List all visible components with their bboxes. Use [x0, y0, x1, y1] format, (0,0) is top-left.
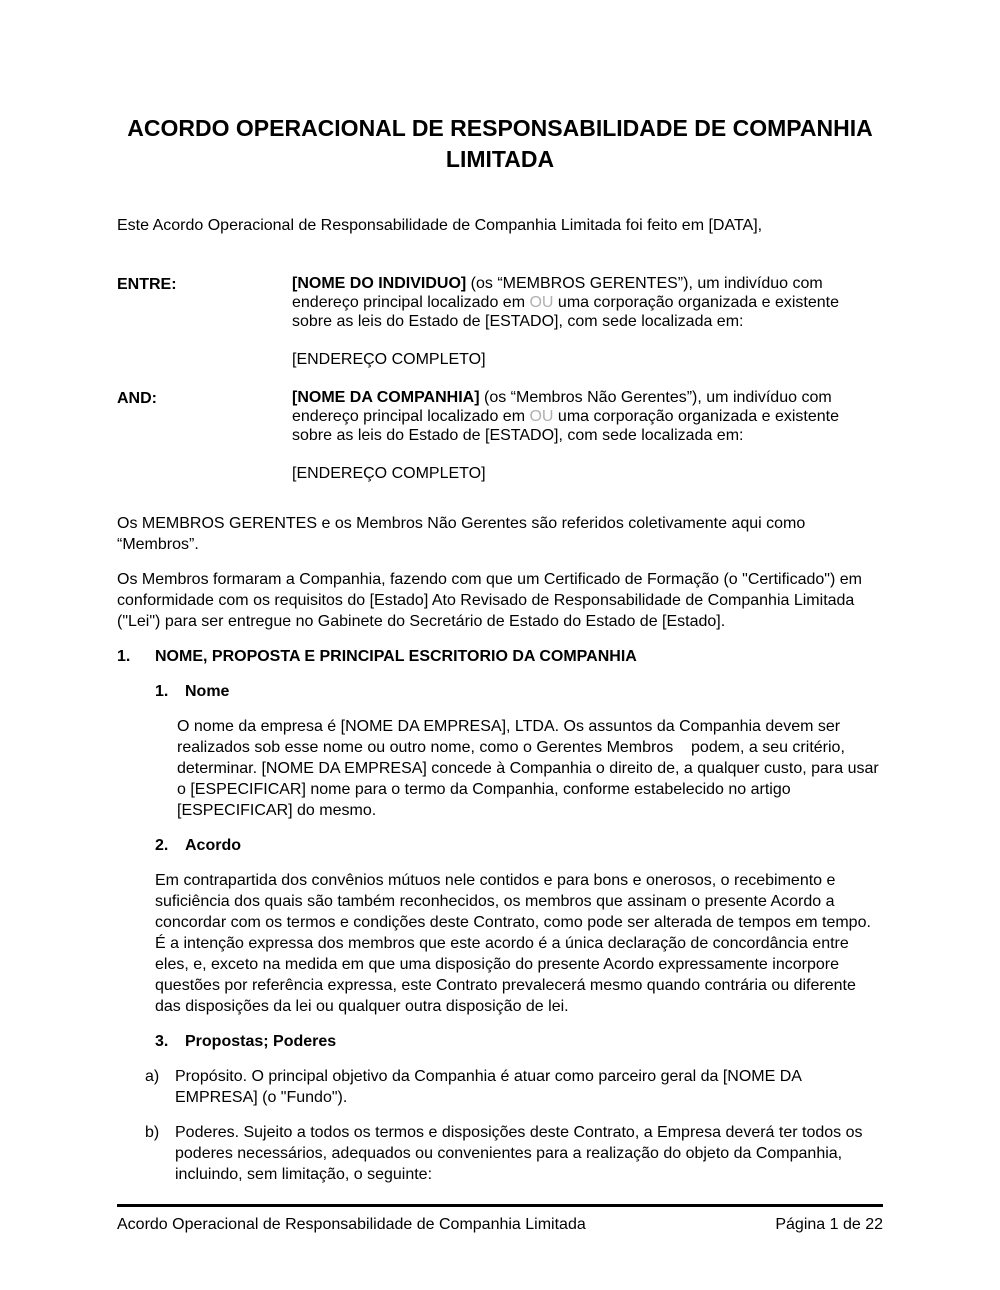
- or-connector: OU: [529, 408, 554, 425]
- subsection-acordo-heading: [155, 835, 883, 856]
- subsection-nome-title: Nome: [185, 683, 230, 700]
- list-item-b-text: Poderes. Sujeito a todos os termos e disposições deste Contrato, a Empresa deverá ter todos os poderes necessários, adequados ou convenientes para a realização do objeto da Companhia, incluindo, sem limitação, o seguinte:: [175, 1124, 863, 1183]
- party-address-placeholder: [ENDEREÇO COMPLETO]: [292, 351, 486, 368]
- party-body-and: [292, 388, 883, 483]
- party-body-entre: [292, 274, 883, 369]
- subsection-acordo-body: Em contrapartida dos convênios mútuos nele contidos e para bons e onerosos, o recebimento e suficiência dos quais são também reconhecidos, os membros que assinam o presente Acordo a concordar com os termos e condições deste Contrato, como pode ser alterada de tempos em tempo. É a intenção expressa dos membros que este acordo é a única declaração de concordância entre eles, e, exceto na medida em que uma disposição do presente Acordo expressamente incorpore questões por referência expressa, este Contrato prevalecerá mesmo quando contrária ou diferente das disposições da lei ou qualquer outra disposição de lei.: [155, 872, 871, 1015]
- subsection-nome-number: 1.: [155, 683, 169, 700]
- party-name-placeholder: [NOME DA COMPANHIA]: [292, 389, 480, 406]
- list-item-a-marker: a): [145, 1068, 160, 1085]
- party-description-text: uma corporação organizada e existente sobre as leis do Estado de [ESTADO], com sede localizada em:: [292, 294, 839, 330]
- party-address-placeholder: [ENDEREÇO COMPLETO]: [292, 465, 486, 482]
- subsection-propostas-number: 3.: [155, 1033, 169, 1050]
- page-footer: [117, 1204, 883, 1235]
- subsection-propostas-title: Propostas; Poderes: [185, 1033, 337, 1050]
- party-description-text: (os “Membros Não Gerentes”), um indivíduo com endereço principal localizado em: [292, 389, 832, 425]
- party-description: [292, 274, 883, 331]
- subsection-acordo-number: 2.: [155, 837, 169, 854]
- recital-paragraph-formation: Os Membros formaram a Companhia, fazendo com que um Certificado de Formação (o "Certificado") em conformidade com os requisitos do [Estado] Ato Revisado de Responsabilidade de Companhia Limitada ("Lei") para ser entregue no Gabinete do Secretário de Estado do Estado de [Estado].: [117, 571, 862, 630]
- list-item-a-text: Propósito. O principal objetivo da Companhia é atuar como parceiro geral da [NOME DA EMPRESA] (o "Fundo").: [175, 1068, 802, 1106]
- subsection-nome-body: O nome da empresa é [NOME DA EMPRESA], LTDA. Os assuntos da Companhia devem ser realizados sob esse nome ou outro nome, como o Gerentes Membros podem, a seu critério, determinar. [NOME DA EMPRESA] concede à Companhia o direito de, a qualquer custo, para usar o [ESPECIFICAR] nome para o termo da Companhia, conforme estabelecido no artigo [ESPECIFICAR] do mesmo.: [177, 718, 879, 819]
- parties-section: [117, 274, 883, 483]
- section-1-number: 1.: [117, 648, 131, 665]
- list-item-b-marker: b): [145, 1124, 160, 1141]
- party-label-and: AND:: [117, 390, 157, 407]
- footer-divider: [117, 1204, 883, 1207]
- footer-document-title: Acordo Operacional de Responsabilidade de Companhia Limitada: [117, 1216, 586, 1233]
- footer-page-number: Página 1 de 22: [775, 1216, 883, 1233]
- footer-row: [117, 1214, 883, 1235]
- party-block-entre: [117, 274, 883, 369]
- party-description-text: (os “MEMBROS GERENTES”), um indivíduo com endereço principal localizado em: [292, 275, 823, 311]
- subsection-acordo-title: Acordo: [185, 837, 241, 854]
- subsection-nome-heading: [155, 681, 883, 702]
- party-description-text: uma corporação organizada e existente sobre as leis do Estado de [ESTADO], com sede localizada em:: [292, 408, 839, 444]
- list-item-a: [145, 1066, 883, 1108]
- intro-paragraph: Este Acordo Operacional de Responsabilidade de Companhia Limitada foi feito em [DATA],: [117, 217, 763, 234]
- party-description: [292, 388, 883, 445]
- section-1-title: NOME, PROPOSTA E PRINCIPAL ESCRITORIO DA COMPANHIA: [155, 648, 637, 665]
- party-name-placeholder: [NOME DO INDIVIDUO]: [292, 275, 467, 292]
- subsection-propostas-heading: [155, 1031, 883, 1052]
- section-1-heading: [117, 646, 883, 667]
- or-connector: OU: [529, 294, 554, 311]
- party-label-entre: ENTRE:: [117, 276, 177, 293]
- recital-paragraph-members: Os MEMBROS GERENTES e os Membros Não Gerentes são referidos coletivamente aqui como “Membros”.: [117, 515, 806, 553]
- party-block-and: [117, 388, 883, 483]
- list-item-b: [145, 1122, 883, 1185]
- page-title: ACORDO OPERACIONAL DE RESPONSABILIDADE DE COMPANHIA LIMITADA: [127, 115, 873, 172]
